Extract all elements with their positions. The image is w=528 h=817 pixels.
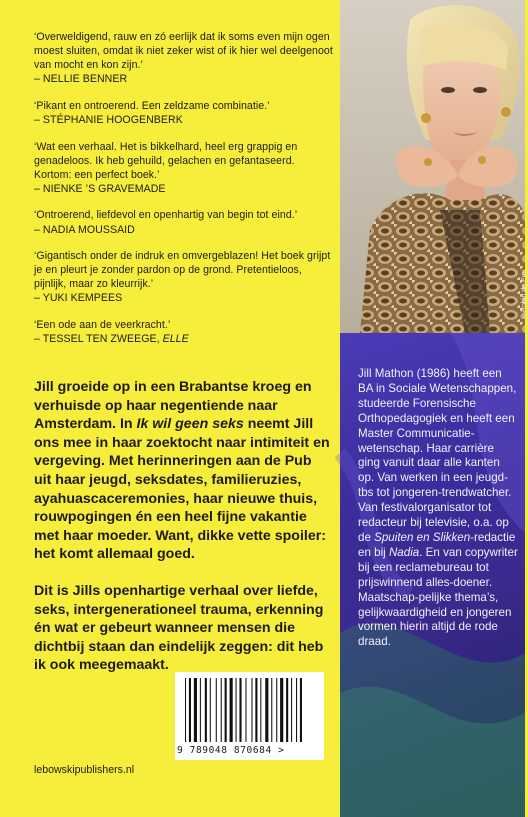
quote-text: ‘Pikant en ontroerend. Een zeldzame combinatie.’ — [34, 99, 270, 112]
quote-source: ELLE — [162, 333, 189, 346]
quote-text: ‘Ontroerend, liefdevol en openhartig van begin tot eind.’ — [34, 209, 298, 222]
barcode-bar — [200, 678, 201, 742]
review-quote — [34, 140, 334, 196]
barcode-bar — [265, 678, 268, 742]
barcode-bar — [300, 678, 302, 742]
author-photo — [340, 0, 528, 333]
barcode-bars — [181, 678, 318, 742]
barcode-bar — [236, 678, 237, 742]
barcode-bar — [221, 678, 222, 742]
barcode-bar — [189, 678, 191, 742]
photo-credit: © Robin de Puy — [521, 270, 528, 320]
review-quote — [34, 318, 334, 346]
barcode-bar — [185, 678, 186, 742]
quote-text: ‘Gigantisch onder de indruk en omvergeblazen! Het boek grijpt je en pleurt je zonder pardon op de grond. Pretentieloos, pijnlijk, maar zo kleurrijk.’ — [34, 250, 331, 291]
barcode-bar — [271, 678, 272, 742]
publisher-website: lebowskipublishers.nl — [34, 764, 135, 776]
quote-author: – YUKI KEMPEES — [34, 292, 123, 305]
quote-author: – NELLIE BENNER — [34, 73, 128, 86]
author-portrait-illustration — [340, 0, 525, 333]
quote-author: – NIENKE ’S GRAVEMADE — [34, 182, 166, 195]
quote-text: ‘Overweldigend, rauw en zó eerlijk dat ik soms even mijn ogen moest sluiten, omdat ik niet zeker wist of ik hier wel deelgenoot van mocht en kon zijn.’ — [34, 31, 333, 72]
book-blurb — [34, 378, 330, 693]
bio-text: Jill Mathon (1986) heeft een BA in Sociale Wetenschappen, studeerde Forensische Orthopedagogiek en heeft een Master Communicatie-wetenschap. Haar carrière ging vanuit daar alle kanten op. Van werken in een jeugd-tbs tot jongeren-trendwatcher. Van festivalorganisator tot redacteur bij televisie, o.a. op de — [358, 367, 517, 544]
quote-text: ‘Wat een verhaal. Het is bikkelhard, heel erg grappig en genadeloos. Ik heb gehuild, gelachen en gefantaseerd. Kortom: een perfect boek.’ — [34, 140, 298, 181]
quote-author: – TESSEL TEN ZWEEGE, — [34, 333, 163, 346]
bio-text: -redactie en bij — [358, 530, 516, 559]
review-quote — [34, 249, 334, 305]
review-quotes — [34, 30, 334, 359]
barcode-bar — [251, 678, 252, 742]
author-bio-panel — [340, 333, 525, 817]
quote-author: – NADIA MOUSSAID — [34, 223, 135, 236]
barcode-bar — [255, 678, 257, 742]
barcode-bar — [210, 678, 211, 742]
barcode-bar — [239, 678, 241, 742]
blurb-paragraph-2: Dit is Jills openhartige verhaal over liefde, seks, intergenerationeel trauma, erkenning én wat er gebeurt wanneer mensen die dichtbij staan dan eindelijk zeggen: dit heb ik ook meegemaakt. — [34, 582, 324, 674]
bio-text: . En van copywriter bij een reclamebureau tot prijswinnend alles-doener. Maatschap-pelijke thema’s, gelijkwaardigheid en jongeren vormen hierin altijd de rode draad. — [358, 545, 518, 649]
blurb-paragraph-1 — [34, 378, 330, 564]
barcode-bar — [194, 678, 197, 742]
barcode-bar — [286, 678, 288, 742]
barcode-bar — [225, 678, 227, 742]
blurb-text: neemt Jill ons mee in haar zoektocht naar intimiteit en vergeving. Met herinneringen aan de Pub uit haar jeugd, seksdates, familieruzies, ayahuascaceremonies, haar nieuwe thuis, rouwpogingen én een heel fijne vakantie met haar moeder. Want, dikke vette spoiler: het komt allemaal goed. — [34, 416, 330, 563]
barcode-bar — [280, 678, 283, 742]
barcode-bar — [260, 678, 261, 742]
review-quote — [34, 208, 334, 236]
review-quote — [34, 99, 334, 127]
bio-italic-title: Nadia — [388, 545, 420, 559]
barcode-bar — [291, 678, 292, 742]
barcode-bar — [205, 678, 207, 742]
blurb-text: Jill groeide op in een Brabantse kroeg en verhuisde op haar negentiende naar Amsterdam. In — [34, 379, 312, 433]
barcode-bar — [216, 678, 217, 742]
book-title: Ik wil geen seks — [136, 416, 244, 433]
barcode-bar — [245, 678, 246, 742]
author-bio — [358, 367, 518, 650]
isbn-number: 9 789048 870684 > — [177, 745, 285, 756]
bio-italic-title: Spuiten en Slikken — [374, 530, 471, 544]
quote-author: – STÉPHANIE HOOGENBERK — [34, 113, 183, 126]
isbn-barcode — [175, 672, 324, 760]
review-quote — [34, 30, 334, 86]
quote-author-line — [34, 332, 334, 346]
quote-text: ‘Een ode aan de veerkracht.’ — [34, 319, 171, 331]
barcode-bar — [296, 678, 297, 742]
barcode-bar — [276, 678, 277, 742]
back-cover-right-column — [340, 0, 528, 817]
barcode-bar — [230, 678, 233, 742]
